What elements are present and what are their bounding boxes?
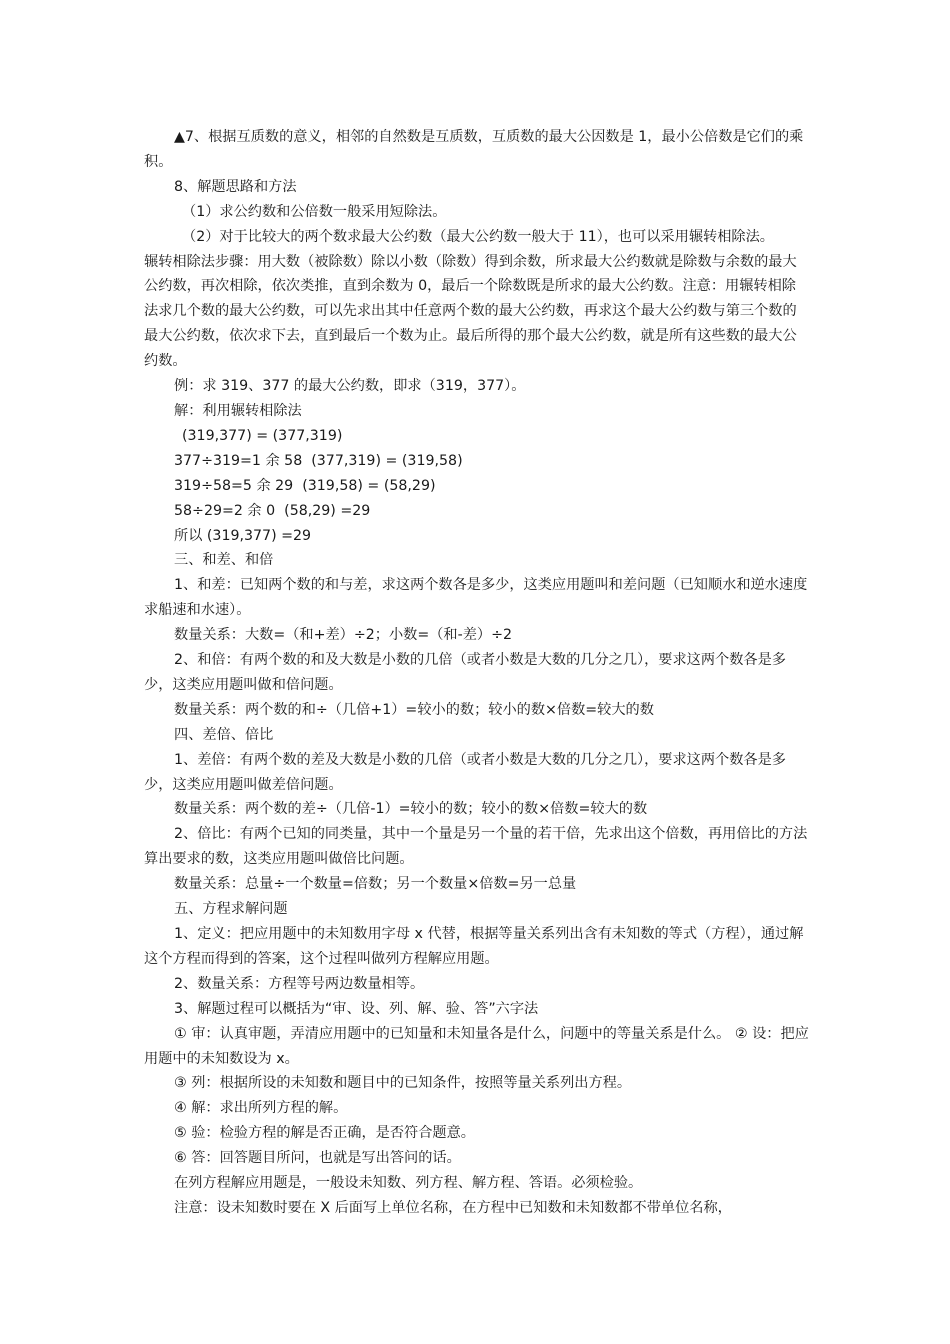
- paragraph-sum-difference: 1、和差：已知两个数的和与差，求这两个数各是多少，这类应用题叫和差问题（已知顺水和逆水速度求船速和水速）。: [144, 577, 808, 619]
- paragraph-sum-multiple: 2、和倍：有两个数的和及大数是小数的几倍（或者小数是大数的几分之几），要求这两个数各是多少，这类应用题叫做和倍问题。: [144, 652, 786, 693]
- math-line-1: (319,377) = (377,319): [182, 427, 343, 444]
- math-line-2: 377÷319=1 余 58 (377,319) = (319,58): [174, 452, 463, 469]
- paragraph-difference-multiple: 1、差倍：有两个数的差及大数是小数的几倍（或者小数是大数的几分之几），要求这两个数各是多少，这类应用题叫做差倍问题。: [144, 751, 786, 793]
- paragraph-euclid-steps: 辗转相除法步骤：用大数（被除数）除以小数（除数）得到余数，所求最大公约数就是除数与余数的最大公约数，再次相除，依次类推，直到余数为 0，最后一个除数既是所求的最大公约数。注意：用辗转相除法求几个数的最大公约数，可以先求出其中任意两个数的最大公约数，再求这个最大公约数与第三个数的最大公约数，依次求下去，直到最后一个数为止。最后所得的那个最大公约数，就是所有这些数的最大公约数。: [144, 253, 797, 370]
- paragraph-step-review-set: ① 审：认真审题，弄清应用题中的已知量和未知量各是什么，问题中的等量关系是什么。 ② 设：把应用题中的未知数设为 x。: [144, 1025, 809, 1067]
- paragraph-step-solve: ④ 解：求出所列方程的解。: [174, 1100, 348, 1117]
- paragraph-step-answer: ⑥ 答：回答题目所问，也就是写出答问的话。: [174, 1150, 461, 1167]
- section-heading-5: 五、方程求解问题: [174, 901, 288, 918]
- paragraph-step-list: ③ 列：根据所设的未知数和题目中的已知条件，按照等量关系列出方程。: [174, 1075, 632, 1092]
- math-line-4: 58÷29=2 余 0 (58,29) =29: [174, 502, 371, 519]
- paragraph-method-heading: 8、解题思路和方法: [174, 178, 297, 195]
- paragraph-coprime: ▲7、根据互质数的意义，相邻的自然数是互质数，互质数的最大公因数是 1，最小公倍数是它们的乘积。: [144, 129, 804, 170]
- paragraph-example: 例：求 319、377 的最大公约数，即求（319，377）。: [174, 378, 526, 395]
- paragraph-difference-multiple-relation: 数量关系：两个数的差÷（几倍-1）=较小的数；较小的数×倍数=较大的数: [174, 801, 648, 818]
- section-heading-4: 四、差倍、倍比: [174, 726, 274, 743]
- paragraph-ratio: 2、倍比：有两个已知的同类量，其中一个量是另一个量的若干倍，先求出这个倍数，再用倍比的方法算出要求的数，这类应用题叫做倍比问题。: [144, 826, 808, 868]
- paragraph-euclid-intro: （2）对于比较大的两个数求最大公约数（最大公约数一般大于 11），也可以采用辗转相除法。: [182, 228, 774, 245]
- document-body: [144, 125, 810, 1221]
- paragraph-short-division: （1）求公约数和公倍数一般采用短除法。: [182, 203, 447, 220]
- paragraph-six-steps: 3、解题过程可以概括为“审、设、列、解、验、答”六字法: [174, 1000, 539, 1017]
- math-line-result: 所以 (319,377) =29: [174, 527, 312, 544]
- section-heading-3: 三、和差、和倍: [174, 552, 274, 569]
- paragraph-equation-relation: 2、数量关系：方程等号两边数量相等。: [174, 975, 425, 992]
- math-line-3: 319÷58=5 余 29 (319,58) = (58,29): [174, 477, 436, 494]
- paragraph-sum-multiple-relation: 数量关系：两个数的和÷（几倍+1）=较小的数；较小的数×倍数=较大的数: [174, 701, 654, 718]
- paragraph-equation-summary: 在列方程解应用题是，一般设未知数、列方程、解方程、答语。必须检验。: [174, 1175, 643, 1192]
- paragraph-sum-difference-relation: 数量关系：大数=（和+差）÷2；小数=（和-差）÷2: [174, 627, 512, 644]
- paragraph-solution: 解：利用辗转相除法: [174, 402, 302, 419]
- paragraph-ratio-relation: 数量关系：总量÷一个数量=倍数；另一个数量×倍数=另一总量: [174, 876, 577, 893]
- paragraph-step-verify: ⑤ 验：检验方程的解是否正确，是否符合题意。: [174, 1125, 475, 1142]
- paragraph-note: 注意：设未知数时要在 X 后面写上单位名称，在方程中已知数和未知数都不带单位名称，: [174, 1199, 732, 1216]
- paragraph-equation-definition: 1、定义：把应用题中的未知数用字母 x 代替，根据等量关系列出含有未知数的等式（方程），通过解这个方程而得到的答案，这个过程叫做列方程解应用题。: [144, 926, 804, 967]
